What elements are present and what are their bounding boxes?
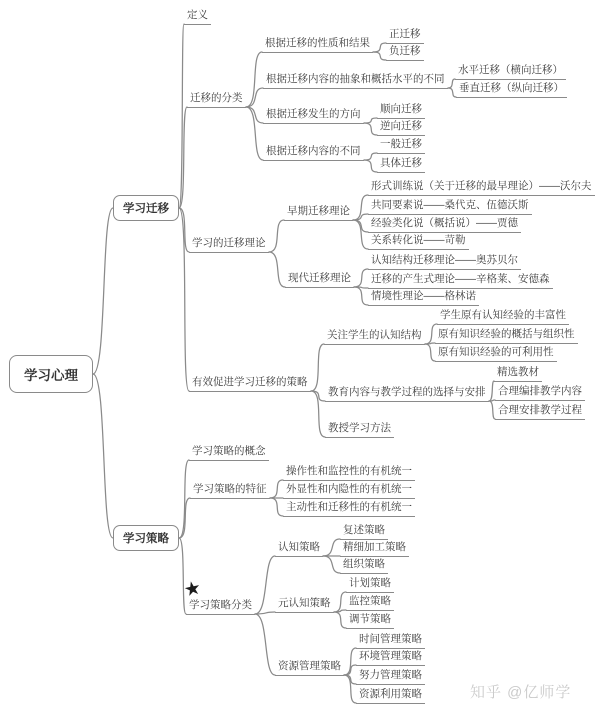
- mindmap-node: 一般迁移: [377, 137, 425, 154]
- mindmap-node: 元认知策略: [275, 596, 334, 613]
- mindmap-node: 原有知识经验的概括与组织性: [435, 327, 578, 344]
- mindmap-node: 学生原有认知经验的丰富性: [437, 308, 569, 325]
- mindmap-node: 资源利用策略: [356, 687, 425, 704]
- mindmap-branch-node: 学习迁移: [113, 195, 179, 221]
- mindmap-node: 定义: [184, 8, 211, 25]
- mindmap-branch-node: 学习策略: [113, 525, 179, 551]
- mindmap-node: 逆向迁移: [377, 119, 425, 136]
- mindmap-node: 外显性和内隐性的有机统一: [283, 482, 415, 499]
- mindmap-node: 现代迁移理论: [285, 271, 354, 288]
- mindmap-node: 环境管理策略: [356, 649, 425, 666]
- star-icon: ★: [182, 577, 204, 602]
- mindmap-node: 共同要素说——桑代克、伍德沃斯: [368, 198, 532, 215]
- mindmap-node: 主动性和迁移性的有机统一: [283, 500, 415, 517]
- mindmap-node: 正迁移: [386, 27, 424, 44]
- mindmap-node: 认知结构迁移理论——奥苏贝尔: [368, 253, 521, 270]
- watermark-text: 知乎 @亿师学: [470, 684, 572, 701]
- mindmap-node: 学习策略的特征: [190, 482, 270, 499]
- mindmap-node: 根据迁移内容的抽象和概括水平的不同: [263, 72, 448, 89]
- mindmap-node: 关注学生的认知结构: [324, 328, 425, 345]
- mindmap-node: 形式训练说（关于迁移的最早理论）——沃尔夫: [368, 179, 595, 196]
- mindmap-node: 教育内容与教学过程的选择与安排: [325, 385, 489, 402]
- mindmap-node: 顺向迁移: [377, 102, 425, 119]
- mindmap-node: 有效促进学习迁移的策略: [189, 375, 311, 392]
- mindmap-node: 精细加工策略: [340, 540, 409, 557]
- mindmap-node: 操作性和监控性的有机统一: [283, 464, 415, 481]
- mindmap-node: 合理编排教学内容: [495, 384, 585, 401]
- mindmap-node: 认知策略: [275, 540, 323, 557]
- mindmap-node: 努力管理策略: [356, 668, 425, 685]
- mindmap-node: 学习策略分类: [186, 598, 255, 615]
- mindmap-node: 监控策略: [346, 594, 394, 611]
- mindmap-node: 合理安排教学过程: [495, 403, 585, 420]
- mindmap-node: 负迁移: [386, 44, 424, 61]
- mindmap-node: 水平迁移（横向迁移）: [455, 63, 566, 80]
- mindmap-node: 根据迁移发生的方向: [263, 107, 364, 124]
- mindmap-node: 学习的迁移理论: [189, 236, 269, 253]
- mindmap-node: 时间管理策略: [356, 632, 425, 649]
- mindmap-node: 情境性理论——格林诺: [368, 289, 479, 306]
- mindmap-node: 关系转化说——苛勒: [368, 233, 469, 250]
- mindmap-node: 迁移的分类: [187, 91, 246, 108]
- mindmap-node: 教授学习方法: [325, 421, 394, 438]
- mindmap-root-node: 学习心理: [9, 355, 93, 393]
- mindmap-node: 计划策略: [346, 576, 394, 593]
- mindmap-node: 早期迁移理论: [284, 204, 353, 221]
- mindmap-node: 学习策略的概念: [189, 444, 269, 461]
- mindmap-node: 资源管理策略: [275, 659, 344, 676]
- mindmap-node: 组织策略: [340, 557, 388, 574]
- mindmap-node: 经验类化说（概括说）——贾德: [368, 216, 521, 233]
- mindmap-node: 迁移的产生式理论——辛格莱、安德森: [368, 272, 553, 289]
- mindmap-node: 垂直迁移（纵向迁移）: [456, 81, 567, 98]
- mindmap-node: 复述策略: [340, 523, 388, 540]
- mindmap-node: 原有知识经验的可利用性: [435, 345, 557, 362]
- mindmap-node: 根据迁移内容的不同: [263, 144, 364, 161]
- mindmap-node: 具体迁移: [377, 156, 425, 173]
- mindmap-node: 精选教材: [494, 365, 542, 382]
- mindmap-node: 根据迁移的性质和结果: [262, 36, 373, 53]
- mindmap-node: 调节策略: [346, 612, 394, 629]
